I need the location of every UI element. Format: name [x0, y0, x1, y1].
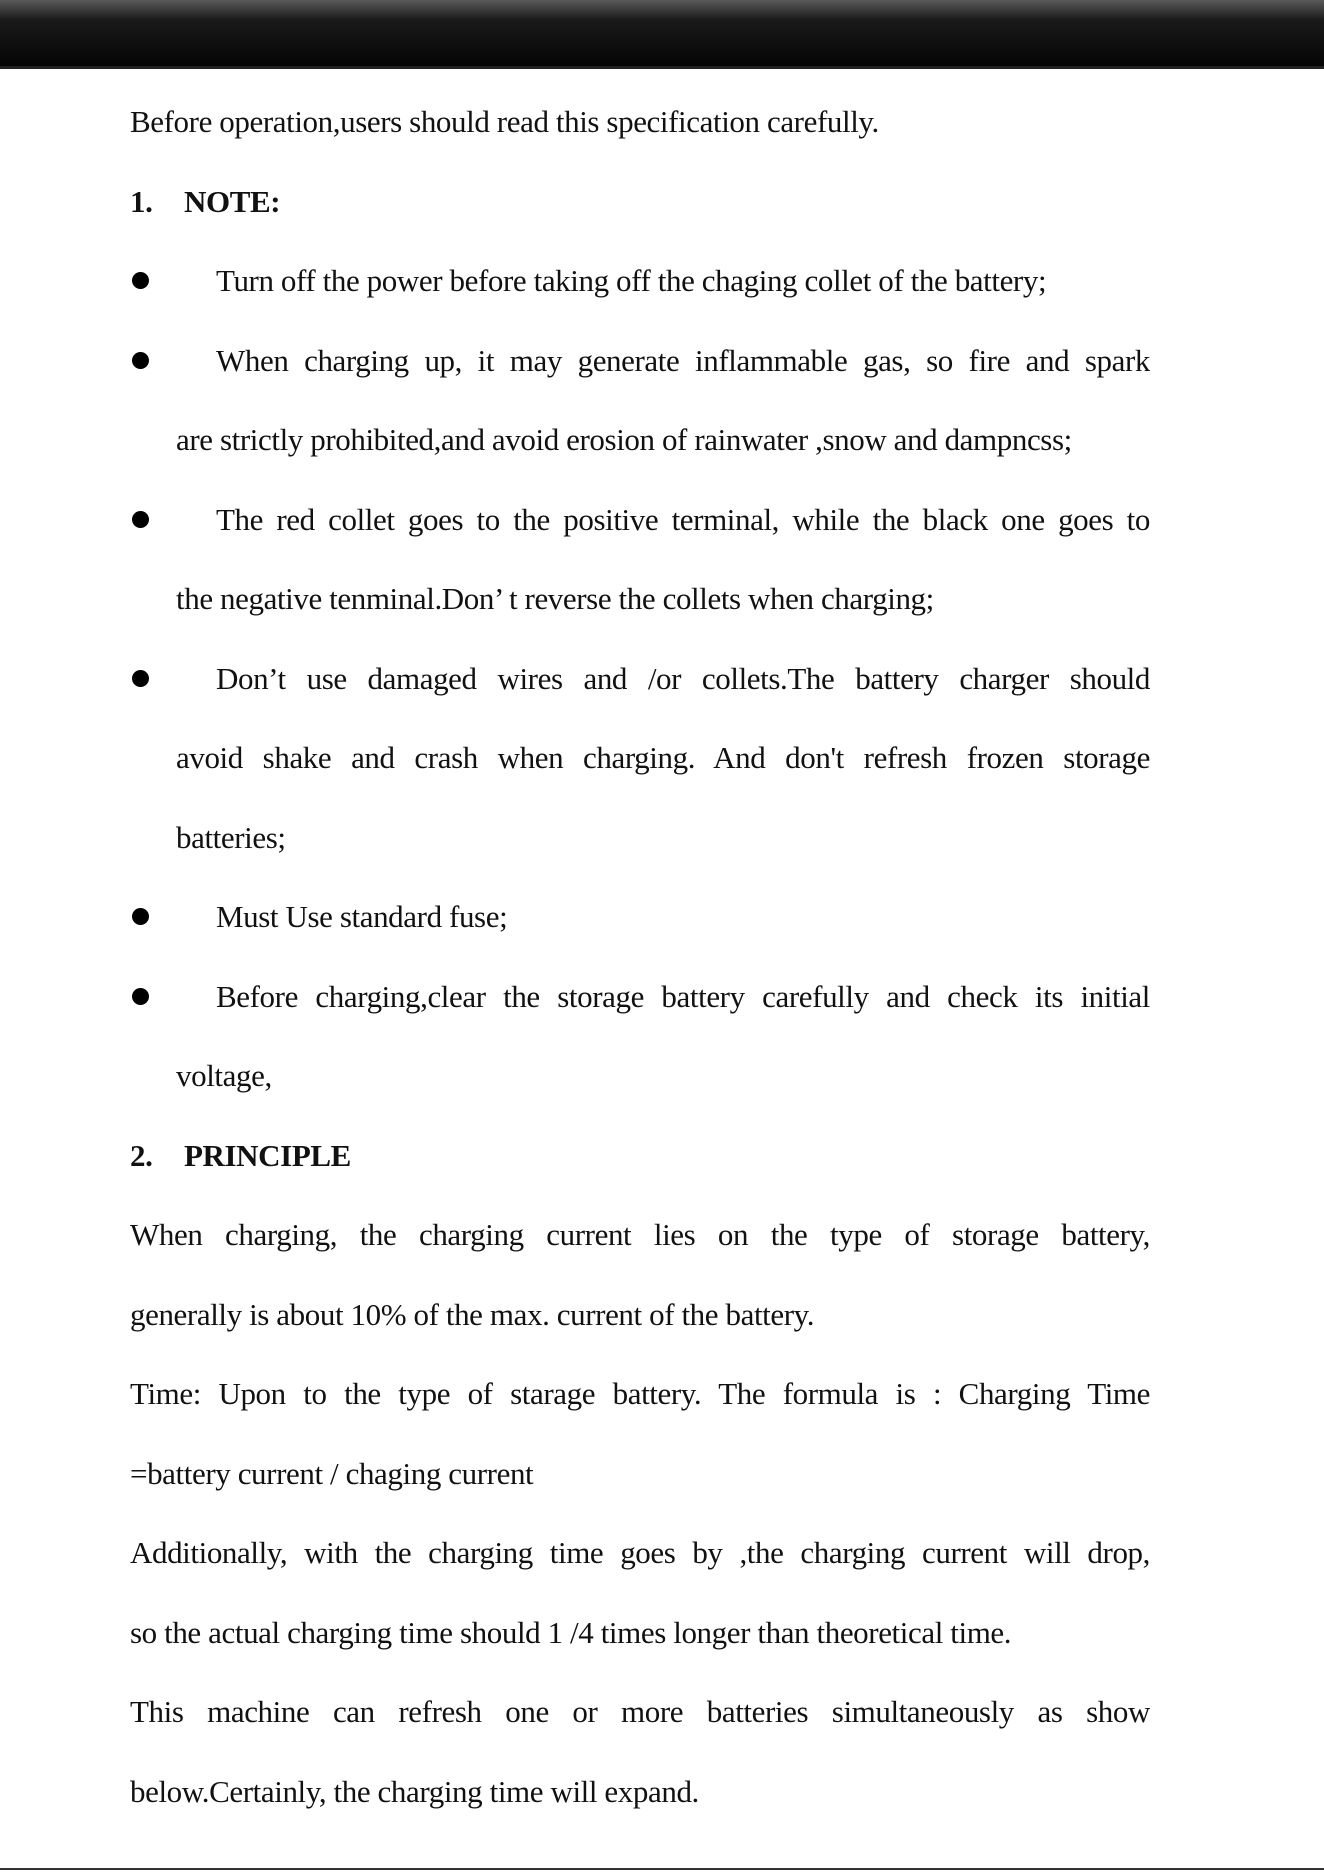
bullet-item	[130, 241, 1150, 321]
bullet-text: When charging up, it may generate inflammable gas, so fire and spark	[216, 342, 1150, 378]
bullet-dot-icon	[132, 988, 149, 1005]
bullet-continuation: avoid shake and crash when charging. And don't refresh frozen storage	[176, 740, 1150, 775]
footer-rule	[0, 1868, 1324, 1870]
bullet-dot-icon	[132, 272, 149, 289]
section-number: 2.	[130, 1137, 153, 1173]
bullet-item	[130, 321, 1150, 401]
section-heading-principle	[130, 1116, 1150, 1196]
section-heading-note	[130, 162, 1150, 242]
paragraph-line: generally is about 10% of the max. current of the battery.	[130, 1296, 815, 1332]
paragraph-line: so the actual charging time should 1 /4 times longer than theoretical time.	[130, 1614, 1012, 1650]
paragraph-line: below.Certainly, the charging time will expand.	[130, 1773, 699, 1809]
paragraph-line: =battery current / chaging current	[130, 1455, 534, 1491]
bullet-text: Before charging,clear the storage battery carefully and check its initial	[216, 978, 1150, 1014]
bullet-text: Must Use standard fuse;	[216, 899, 508, 934]
bullet-text: The red collet goes to the positive terminal, while the black one goes to	[216, 501, 1150, 537]
bullet-item	[130, 877, 1150, 957]
bullet-continuation: the negative tenminal.Don’ t reverse the collets when charging;	[176, 581, 934, 616]
bullet-dot-icon	[132, 511, 149, 528]
bullet-dot-icon	[132, 908, 149, 925]
bullet-item	[130, 480, 1150, 560]
intro-text: Before operation,users should read this specification carefully.	[130, 104, 879, 139]
bullet-item	[130, 639, 1150, 719]
bullet-continuation: are strictly prohibited,and avoid erosion of rainwater ,snow and dampncss;	[176, 422, 1072, 457]
bullet-dot-icon	[132, 670, 149, 687]
bullet-continuation: batteries;	[176, 819, 286, 855]
section-number: 1.	[130, 183, 153, 219]
bullet-text: Don’t use damaged wires and /or collets.The battery charger should	[216, 660, 1150, 696]
document-body	[130, 82, 1150, 1831]
paragraph-line: Time: Upon to the type of starage battery. The formula is : Charging Time	[130, 1376, 1150, 1411]
header-bar	[0, 0, 1324, 66]
paragraph-line: This machine can refresh one or more batteries simultaneously as show	[130, 1694, 1150, 1729]
section-title: PRINCIPLE	[184, 1137, 351, 1173]
bullet-text: Turn off the power before taking off the chaging collet of the battery;	[216, 263, 1047, 298]
bullet-dot-icon	[132, 352, 149, 369]
header-rule	[0, 66, 1324, 69]
section-title: NOTE:	[184, 183, 281, 219]
bullet-item	[130, 957, 1150, 1037]
paragraph-line: Additionally, with the charging time goes by ,the charging current will drop,	[130, 1535, 1150, 1570]
paragraph-line: When charging, the charging current lies on the type of storage battery,	[130, 1217, 1150, 1252]
bullet-continuation: voltage,	[176, 1058, 272, 1093]
